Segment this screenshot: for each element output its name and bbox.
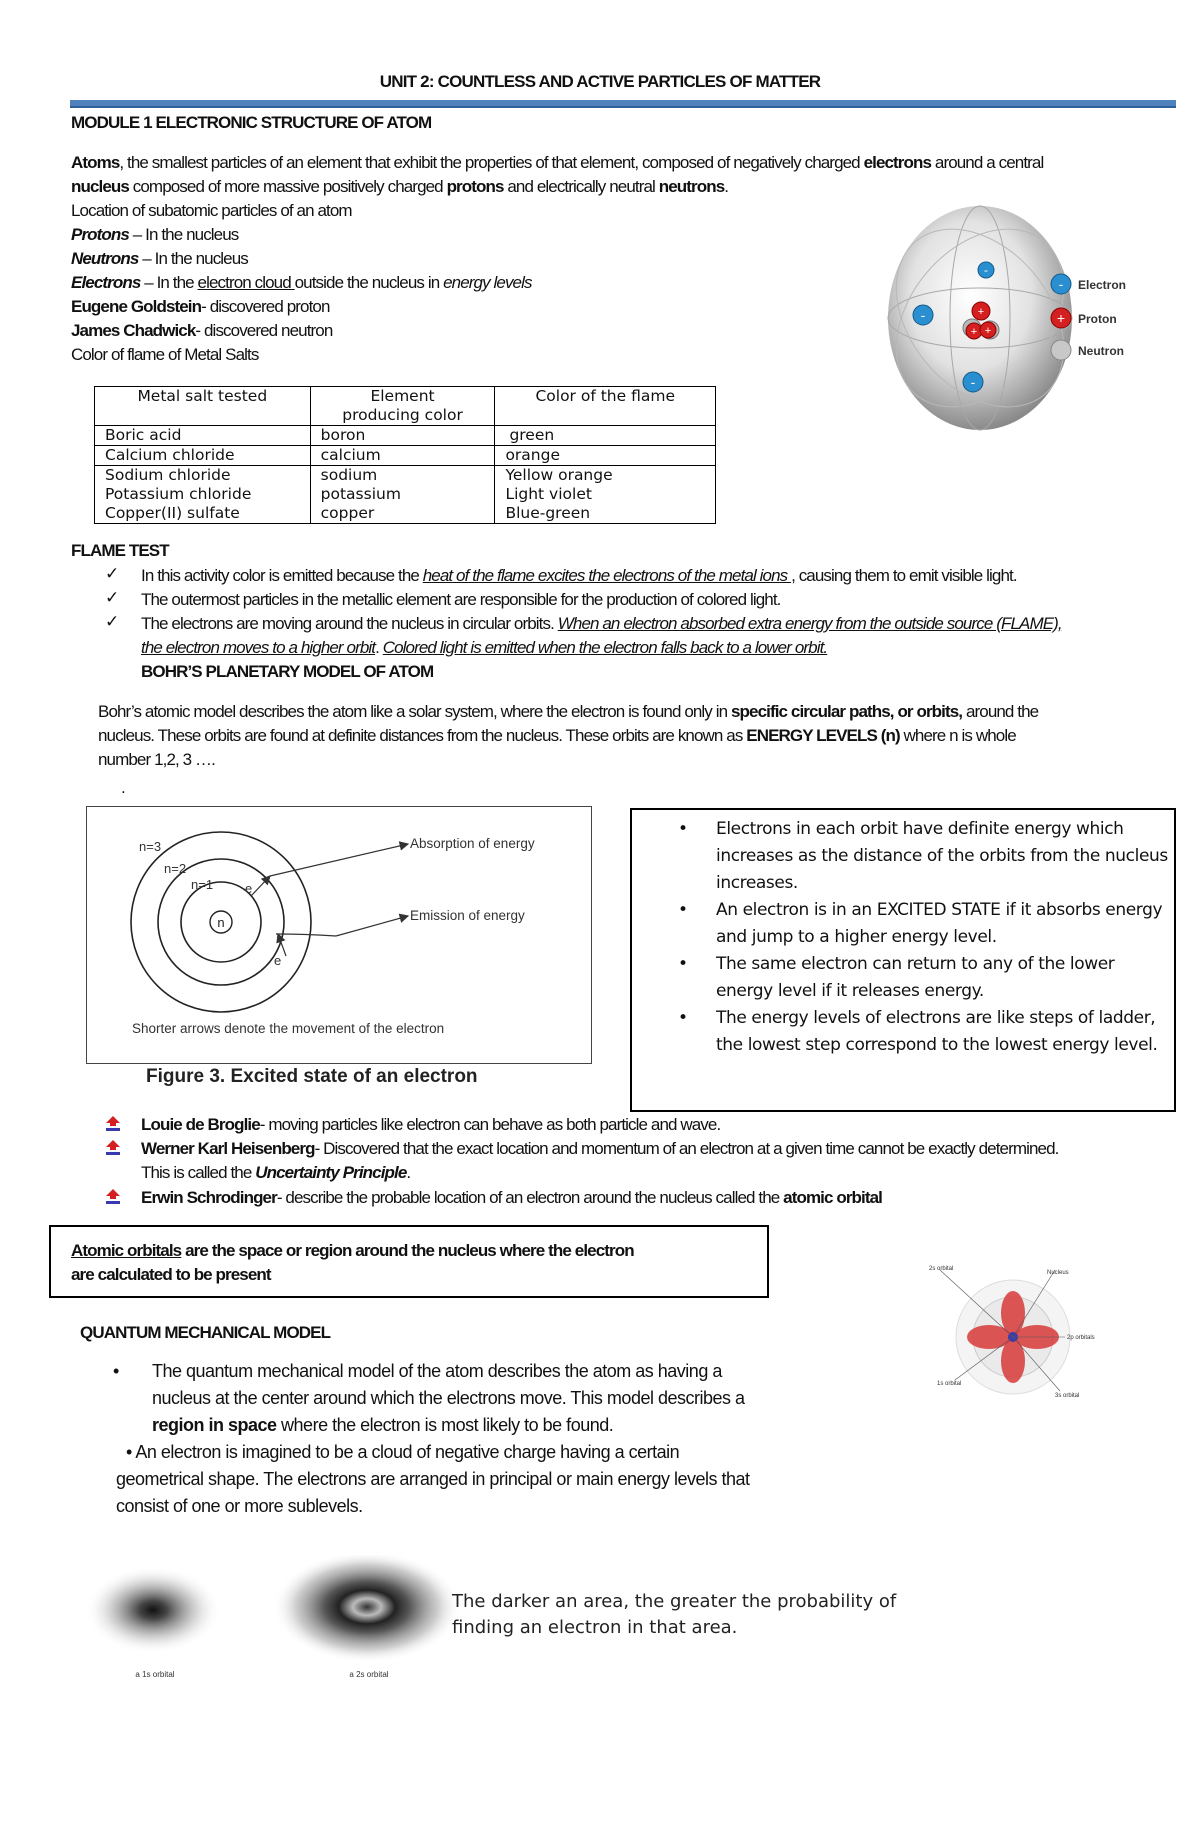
quantum-b2-line1: An electron is imagined to be a cloud of negative charge having a certain: [135, 1442, 680, 1462]
nucleus-label: n: [217, 915, 225, 930]
energy-item-3: The same electron can return to any of the lower energy level if it releases energy.: [716, 954, 1115, 1001]
table-cell: Potassium chloride: [95, 485, 311, 504]
heisenberg-text: - Discovered that the exact location and momentum of an electron at a given time cannot be exactly determined.: [314, 1139, 1059, 1158]
checkmark-icon: ✓: [105, 612, 120, 631]
flame-item-1-a: In this activity color is emitted because the: [141, 566, 423, 585]
goldstein-name: Eugene Goldstein: [71, 297, 202, 316]
legend-electron-label: Electron: [1078, 278, 1127, 292]
quantum-heading: QUANTUM MECHANICAL MODEL: [80, 1323, 331, 1342]
stray-dot: .: [121, 778, 125, 797]
electrons-loc-1: – In the: [140, 273, 198, 292]
electrons-location: [71, 271, 532, 295]
neutrons-location: [71, 247, 248, 271]
minus-sign: -: [920, 307, 926, 323]
arrow-bullet-icon: [103, 1114, 123, 1134]
label-2s: 2s orbital: [929, 1266, 954, 1272]
bohr-text-1: Bohr’s atomic model describes the atom like a solar system, where the electron is found only in: [98, 702, 731, 721]
heisenberg-line: [141, 1137, 1181, 1185]
label-2p: 2p orbitals: [1067, 1335, 1095, 1341]
2s-orbital-cloud: [273, 1555, 461, 1663]
orbital-definition: [71, 1239, 634, 1287]
flame-item-3-e: Colored light is emitted when the electron falls back to a lower orbit.: [382, 638, 828, 657]
flame-color-table: [94, 386, 716, 524]
table-cell: green: [495, 426, 716, 446]
atom-diagram: [880, 198, 1130, 438]
term-atoms: Atoms: [71, 153, 120, 172]
neutrons-loc: – In the nucleus: [138, 249, 248, 268]
cloud-caption-1: The darker an area, the greater the probability of: [452, 1591, 897, 1612]
atomic-orbitals-box: [49, 1225, 769, 1298]
label-nucleus: Nucleus: [1047, 1270, 1069, 1276]
bohr-bold-1: specific circular paths, or orbits,: [730, 702, 963, 721]
figure-note: Shorter arrows denote the movement of the electron: [132, 1021, 445, 1036]
atomic-orbital-term: atomic orbital: [783, 1188, 883, 1207]
p-orbital-lobe: [1001, 1339, 1025, 1383]
table-cell: copper: [310, 504, 495, 524]
label-n2: n=2: [164, 861, 187, 876]
quantum-b1-line2: nucleus at the center around which the electrons move. This model describes a: [152, 1388, 745, 1408]
debroglie-line: [141, 1113, 720, 1137]
electron-jump-arrow: [251, 876, 270, 896]
heisenberg-name: Werner Karl Heisenberg: [141, 1139, 315, 1158]
table-header: Element producing color: [310, 387, 495, 426]
debroglie-text: - moving particles like electron can behave as both particle and wave.: [259, 1115, 721, 1134]
energy-item-2: An electron is in an EXCITED STATE if it absorbs energy and jump to a higher energy level.: [716, 900, 1163, 947]
neutrons-label: Neutrons: [71, 249, 139, 268]
term-protons: protons: [446, 177, 504, 196]
plus-sign: +: [977, 306, 985, 318]
atoms-text-4: and electrically neutral: [503, 177, 659, 196]
emission-line: [276, 934, 336, 936]
checkmark-icon: ✓: [105, 588, 120, 607]
heisenberg-text-2: This is called the: [141, 1163, 256, 1182]
bullet-icon: •: [678, 819, 688, 839]
plus-sign: +: [970, 326, 978, 338]
legend-proton-label: Proton: [1078, 312, 1117, 326]
flame-color-heading: Color of flame of Metal Salts: [71, 345, 259, 364]
table-row: [95, 426, 716, 446]
atoms-text-2: around a central: [931, 153, 1044, 172]
p-orbital-lobe: [1001, 1291, 1025, 1335]
uncertainty-principle: Uncertainty Principle: [255, 1163, 407, 1182]
orbital-text-2: are calculated to be present: [71, 1265, 271, 1284]
term-neutrons: neutrons: [658, 177, 725, 196]
bohr-bold-2: ENERGY LEVELS (n): [746, 726, 900, 745]
schrodinger-name: Erwin Schrodinger: [141, 1188, 277, 1207]
quantum-item-1: [152, 1358, 852, 1439]
cloud-caption: [452, 1589, 896, 1641]
bohr-paragraph: [98, 700, 1178, 772]
schrodinger-line: [141, 1186, 882, 1210]
bullet-icon: •: [678, 954, 688, 974]
atoms-paragraph: [71, 151, 1181, 199]
quantum-item-2: [126, 1439, 846, 1466]
table-row: [95, 446, 716, 466]
energy-levels-box: [630, 808, 1176, 1112]
table-cell: Calcium chloride: [95, 446, 311, 466]
region-in-space: region in space: [152, 1415, 277, 1435]
atoms-text-3: composed of more massive positively charged: [128, 177, 447, 196]
table-header: Color of the flame: [495, 387, 716, 426]
flame-item-3: [141, 612, 1181, 660]
emission-label: Emission of energy: [410, 908, 525, 923]
flame-item-1: [141, 564, 1017, 588]
p-orbital-lobe: [967, 1325, 1011, 1349]
2s-label: a 2s orbital: [349, 1670, 389, 1679]
legend-neutron-label: Neutron: [1078, 344, 1124, 358]
flame-item-1-b: heat of the flame excites the electrons of the metal ions: [422, 566, 792, 585]
bullet-icon: •: [678, 900, 688, 920]
label-1s: 1s orbital: [937, 1381, 962, 1387]
plus-sign: +: [1056, 310, 1066, 326]
label-3s: 3s orbital: [1055, 1393, 1080, 1399]
checkmark-icon: ✓: [105, 564, 120, 583]
table-cell: Sodium chloride: [95, 466, 311, 486]
list-item: [632, 897, 1172, 951]
minus-sign: -: [970, 374, 976, 390]
table-row: [95, 485, 716, 504]
legend-neutron-icon: [1051, 340, 1071, 360]
electrons-label: Electrons: [71, 273, 141, 292]
bohr-line-2: nucleus. These orbits are found at definite distances from the nucleus. These orbits are known as: [98, 726, 747, 745]
flame-item-2: The outermost particles in the metallic element are responsible for the production of colored light.: [141, 590, 781, 609]
energy-levels: energy levels: [443, 273, 532, 292]
table-cell: orange: [495, 446, 716, 466]
page-title: UNIT 2: COUNTLESS AND ACTIVE PARTICLES OF MATTER: [379, 72, 821, 91]
quantum-b1-line1: The quantum mechanical model of the atom describes the atom as having a: [152, 1361, 722, 1381]
absorption-arrow: [270, 844, 408, 876]
table-row: [95, 504, 716, 524]
atomic-orbitals-term: Atomic orbitals: [71, 1241, 182, 1260]
table-cell: Blue-green: [495, 504, 716, 524]
quantum-b1-line3: where the electron is most likely to be found.: [276, 1415, 614, 1435]
bullet-icon: •: [678, 1008, 688, 1028]
minus-sign: -: [984, 263, 988, 277]
flame-item-3-d: .: [375, 638, 383, 657]
table-row: [95, 466, 716, 486]
energy-list: [632, 816, 1172, 1059]
heisenberg-end: .: [406, 1163, 411, 1182]
electron-label: e: [245, 881, 253, 896]
chadwick-name: James Chadwick: [71, 321, 196, 340]
schrodinger-text: - describe the probable location of an electron around the nucleus called the: [276, 1188, 784, 1207]
atoms-text-5: .: [724, 177, 729, 196]
protons-loc: – In the nucleus: [128, 225, 239, 244]
list-item: [632, 816, 1172, 897]
energy-item-4: The energy levels of electrons are like steps of ladder, the lowest step correspond to the lowest energy level.: [716, 1008, 1158, 1055]
table-cell: sodium: [310, 466, 495, 486]
arrow-bullet-icon: [103, 1187, 123, 1207]
table-cell: Light violet: [495, 485, 716, 504]
plus-sign: +: [984, 325, 992, 337]
flame-item-1-c: , causing them to emit visible light.: [791, 566, 1017, 585]
bohr-heading: BOHR’S PLANETARY MODEL OF ATOM: [141, 662, 434, 681]
table-cell: boron: [310, 426, 495, 446]
quantum-b2-line2: geometrical shape. The electrons are arranged in principal or main energy levels that: [116, 1469, 750, 1489]
title-rule: [70, 100, 1176, 108]
table-header-row: [95, 387, 716, 426]
quantum-b2-line3: consist of one or more sublevels.: [116, 1496, 363, 1516]
chadwick-line: [71, 319, 332, 343]
bohr-line-3: number 1,2, 3 ….: [98, 750, 215, 769]
protons-label: Protons: [71, 225, 129, 244]
term-electrons: electrons: [863, 153, 932, 172]
debroglie-name: Louie de Broglie: [141, 1115, 260, 1134]
table-cell: Boric acid: [95, 426, 311, 446]
module-heading: MODULE 1 ELECTRONIC STRUCTURE OF ATOM: [71, 113, 432, 132]
atoms-text-1: , the smallest particles of an element that exhibit the properties of that element, composed of negatively charged: [119, 153, 864, 172]
bullet-icon: •: [126, 1442, 136, 1462]
cloud-caption-2: finding an electron in that area.: [452, 1617, 738, 1638]
quantum-item-2-cont: [116, 1466, 856, 1520]
electron-cloud: electron cloud: [197, 273, 295, 292]
goldstein-text: - discovered proton: [201, 297, 330, 316]
bohr-text-2: around the: [962, 702, 1039, 721]
1s-orbital-cloud: [85, 1566, 221, 1654]
flame-item-3-c: the electron moves to a higher orbit: [141, 638, 376, 657]
bullet-icon: •: [113, 1361, 119, 1381]
emission-arrow: [336, 916, 408, 936]
goldstein-line: [71, 295, 330, 319]
flame-item-3-b: When an electron absorbed extra energy from the outside source (FLAME),: [557, 614, 1062, 633]
protons-location: [71, 223, 238, 247]
absorption-label: Absorption of energy: [410, 836, 535, 851]
list-item: [632, 1005, 1172, 1059]
table-cell: calcium: [310, 446, 495, 466]
1s-label: a 1s orbital: [135, 1670, 175, 1679]
minus-sign: -: [1058, 276, 1064, 292]
bohr-text-3: where n is whole: [899, 726, 1016, 745]
electron-cloud-figures: [85, 1555, 465, 1685]
arrow-bullet-icon: [103, 1138, 123, 1158]
flame-test-heading: FLAME TEST: [71, 541, 169, 560]
label-n1: n=1: [191, 877, 214, 892]
table-cell: potassium: [310, 485, 495, 504]
energy-item-1: Electrons in each orbit have definite energy which increases as the distance of the orbits from the nucleus increases.: [716, 819, 1168, 893]
table-cell: Copper(II) sulfate: [95, 504, 311, 524]
figure-3-caption: Figure 3. Excited state of an electron: [146, 1066, 478, 1087]
orbital-text-1: are the space or region around the nucleus where the electron: [181, 1241, 634, 1260]
orbital-diagram: [915, 1265, 1115, 1415]
label-n3: n=3: [139, 839, 162, 854]
term-nucleus: nucleus: [71, 177, 129, 196]
table-cell: Yellow orange: [495, 466, 716, 486]
location-heading: Location of subatomic particles of an atom: [71, 201, 352, 220]
table-header: Metal salt tested: [95, 387, 311, 426]
electron-label: e: [274, 953, 282, 968]
list-item: [632, 951, 1172, 1005]
chadwick-text: - discovered neutron: [195, 321, 333, 340]
electrons-loc-2: outside the nucleus in: [294, 273, 444, 292]
flame-item-3-a: The electrons are moving around the nucleus in circular orbits.: [141, 614, 558, 633]
figure-3-diagram: [86, 806, 592, 1064]
